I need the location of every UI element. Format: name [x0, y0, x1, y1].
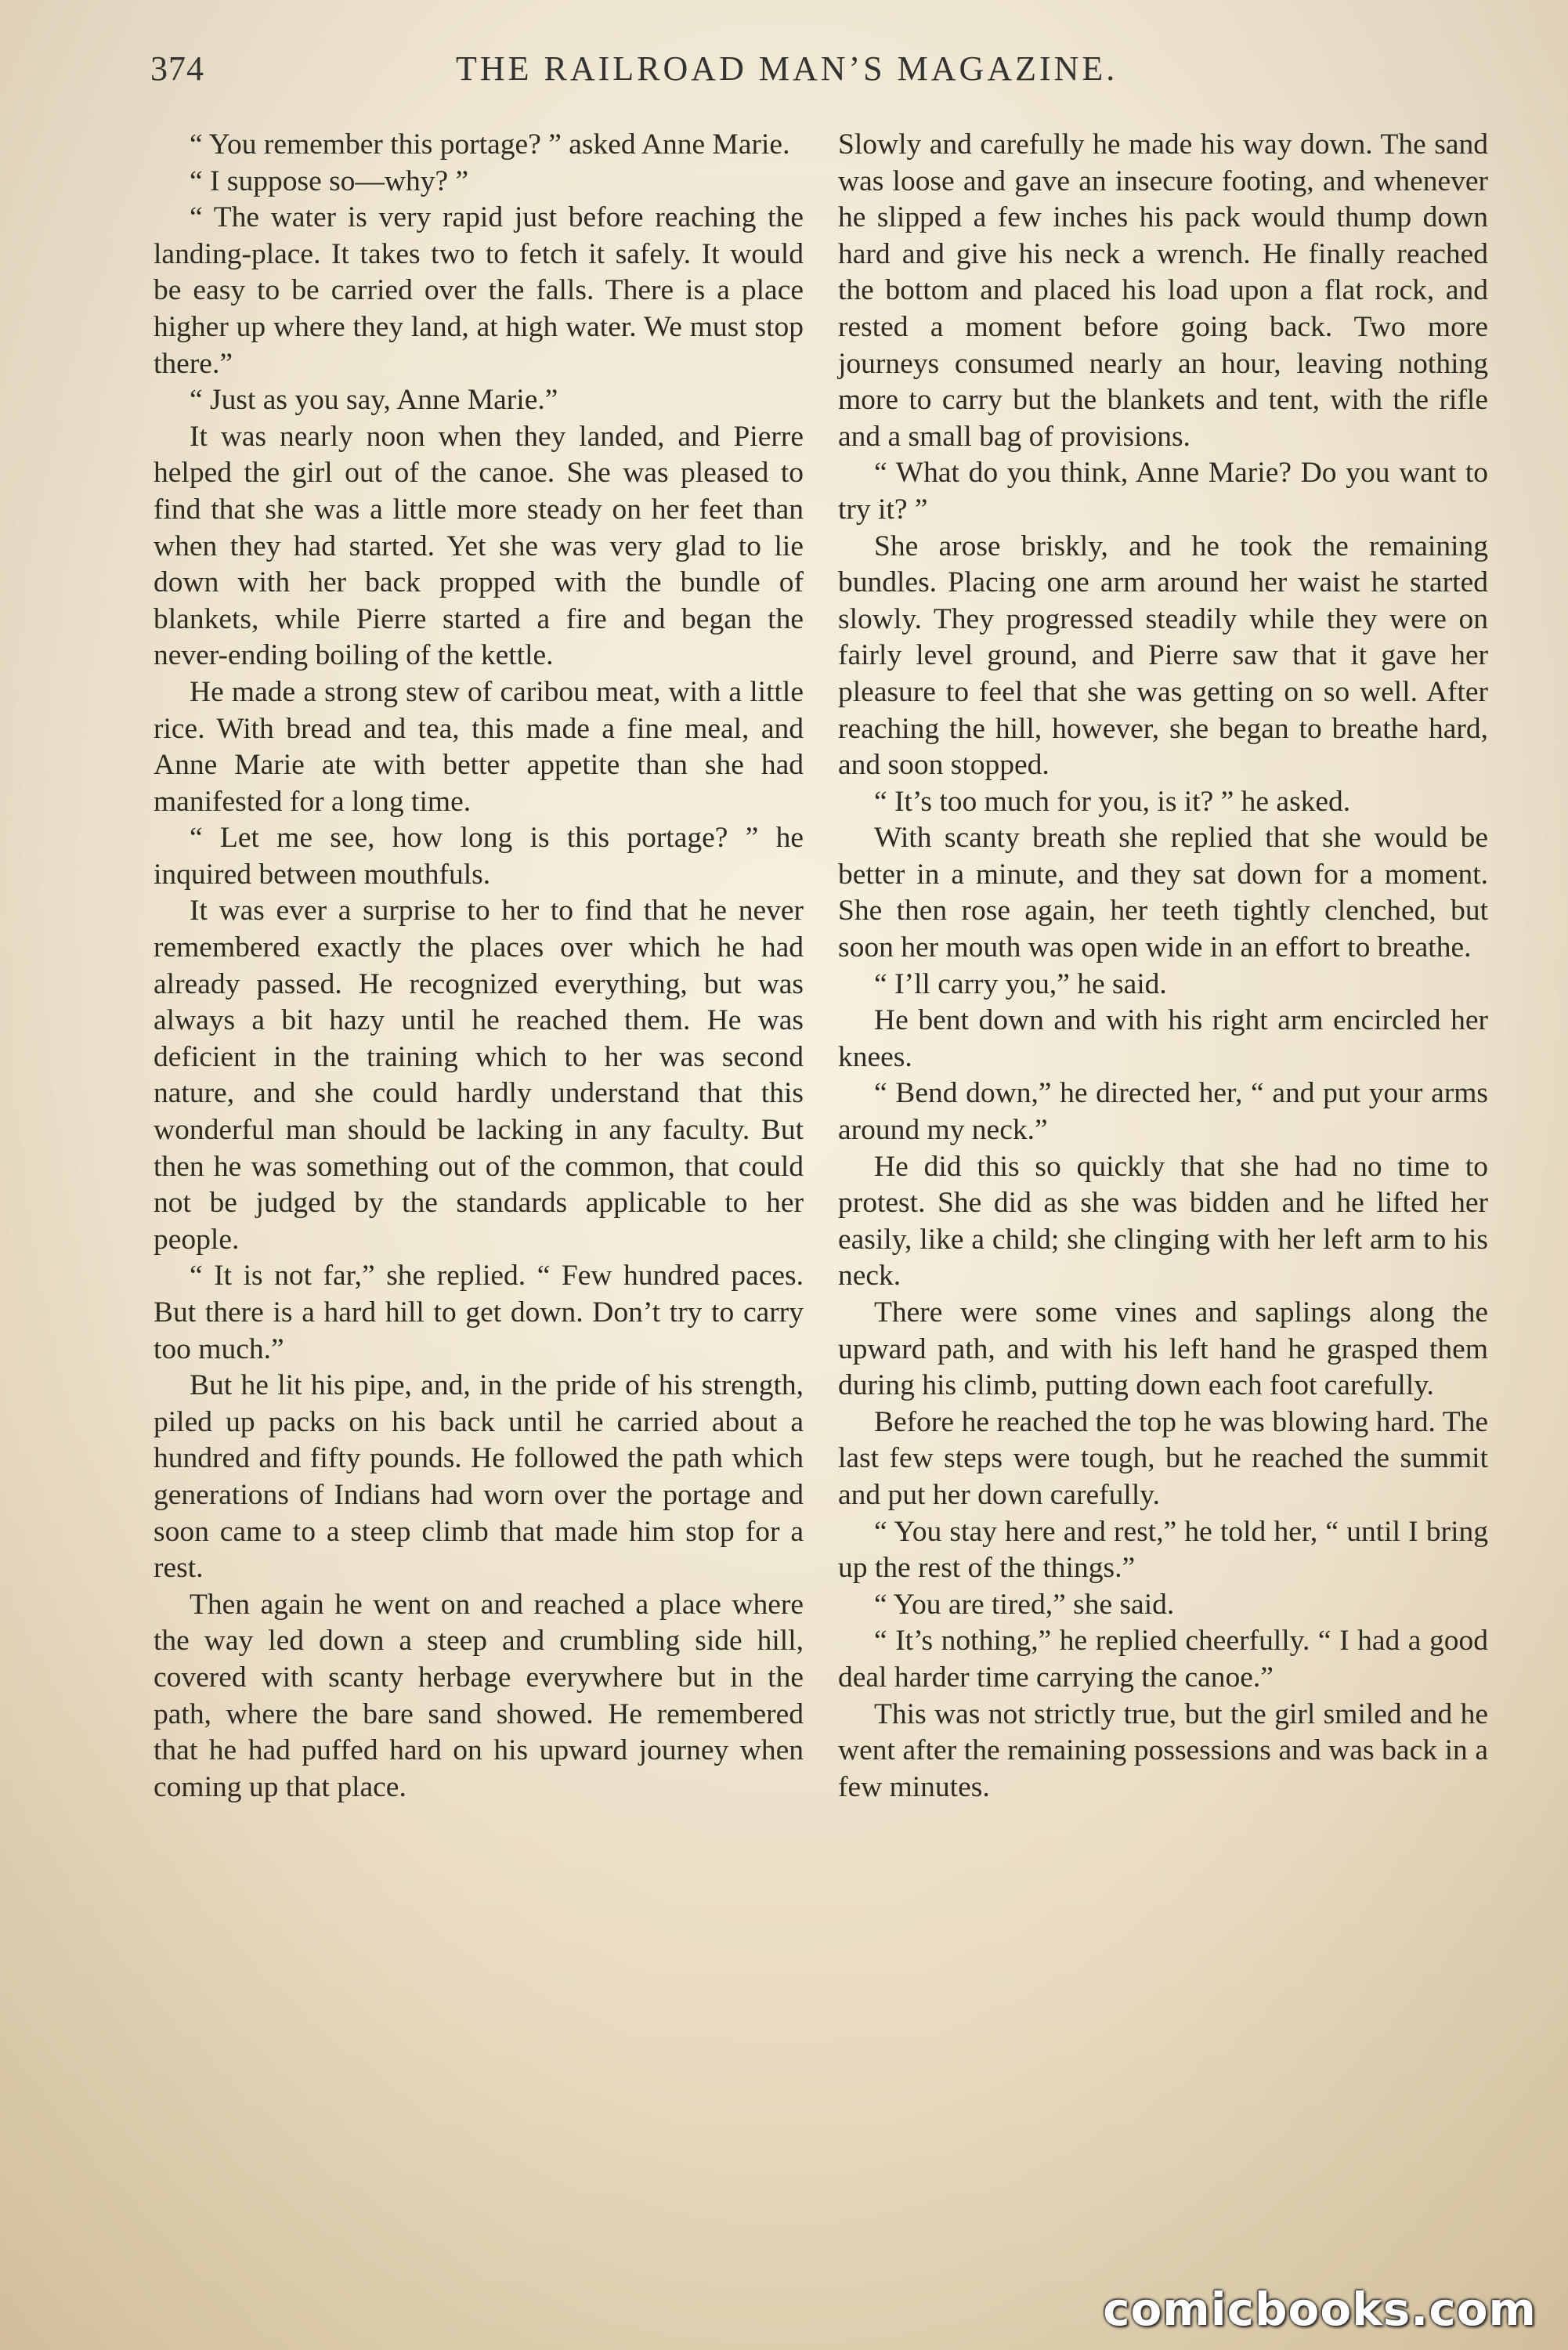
paragraph: “ Let me see, how long is this portage? ” he inquired between mouthfuls.: [154, 822, 804, 891]
paragraph: It was nearly noon when they landed, and Pierre helped the girl out of the canoe. She was pleased to find that she was a little more steady on her feet than when they had started. Yet she was very glad to lie down with her back propped with the bundle of blankets, while Pierre started a fire and began the never-ending boiling of the kettle.: [154, 420, 804, 672]
paragraph: “ You stay here and rest,” he told her, “ until I bring up the rest of the things.”: [838, 1515, 1488, 1585]
paragraph: He made a strong stew of caribou meat, with a little rice. With bread and tea, this made a fine meal, and Anne Marie ate with better appetite than she had manifested for a long time.: [154, 675, 804, 818]
paragraph: “ Bend down,” he directed her, “ and put your arms around my neck.”: [838, 1077, 1488, 1147]
paragraph-continued: Slowly and carefully he made his way down. The sand was loose and gave an insecure footing, and whenever he slipped a few inches his pack would thump down hard and give his neck a wrench. He finally reached the bottom and placed his load upon a flat rock, and rested a moment before going back. Two more journeys consumed nearly an hour, leaving nothing more to carry but the blankets and tent, with the rifle and a small bag of provisions.: [838, 128, 1488, 453]
paragraph: She arose briskly, and he took the remaining bundles. Placing one arm around her waist he started slowly. They progressed steadily while they were on fairly level ground, and Pierre saw that it gave her pleasure to feel that she was getting on so well. After reaching the hill, however, she began to breathe hard, and soon stopped.: [838, 530, 1488, 782]
paragraph: “ You remember this portage? ” asked Anne Marie.: [190, 128, 790, 161]
watermark: comicbooks.com: [1103, 2283, 1537, 2336]
paragraph: “ It is not far,” she replied. “ Few hundred paces. But there is a hard hill to get down. Don’t try to carry too much.”: [154, 1260, 804, 1365]
paragraph: “ What do you think, Anne Marie? Do you want to try it? ”: [838, 457, 1488, 526]
paragraph: This was not strictly true, but the girl smiled and he went after the remaining possessions and was back in a few minutes.: [838, 1697, 1488, 1803]
paragraph: “ It’s nothing,” he replied cheerfully. “ I had a good deal harder time carrying the canoe.”: [838, 1625, 1488, 1694]
paragraph: It was ever a surprise to her to find that he never remembered exactly the places over which he had already passed. He recognized everything, but was always a bit hazy until he reached them. He was deficient in the training which to her was second nature, and she could hardly understand that this wonderful man should be lacking in any faculty. But then he was something out of the common, that could not be judged by the standards applicable to her people.: [154, 895, 804, 1256]
left-text-column: [154, 127, 804, 1806]
paragraph: Before he reached the top he was blowing hard. The last few steps were tough, but he reached the summit and put her down carefully.: [838, 1405, 1488, 1511]
paragraph: “ I’ll carry you,” he said.: [874, 967, 1167, 1000]
running-title: THE RAILROAD MAN’S MAGAZINE.: [456, 49, 1118, 88]
paragraph: “ It’s too much for you, is it? ” he asked.: [874, 785, 1351, 818]
paragraph: “ I suppose so—why? ”: [190, 164, 469, 197]
paragraph: “ You are tired,” she said.: [874, 1588, 1175, 1621]
paragraph: He bent down and with his right arm encircled her knees.: [838, 1004, 1488, 1073]
paragraph: There were some vines and saplings along the upward path, and with his left hand he grasped them during his climb, putting down each foot carefully.: [838, 1296, 1488, 1402]
paragraph: With scanty breath she replied that she would be better in a minute, and they sat down for a moment. She then rose again, her teeth tightly clenched, but soon her mouth was open wide in an effort to breathe.: [838, 822, 1488, 964]
paragraph: He did this so quickly that she had no time to protest. She did as she was bidden and he lifted her easily, like a child; she clinging with her left arm to his neck.: [838, 1150, 1488, 1292]
paragraph: Then again he went on and reached a place where the way led down a steep and crumbling side hill, covered with scanty herbage everywhere but in the path, where the bare sand showed. He remembered that he had puffed hard on his upward journey when coming up that place.: [154, 1588, 804, 1803]
page-header: [150, 49, 1482, 96]
paragraph: “ The water is very rapid just before reaching the landing-place. It takes two to fetch it safely. It would be easy to be carried over the falls. There is a place higher up where they land, at high water. We must stop there.”: [154, 201, 804, 380]
right-text-column: [838, 127, 1488, 1806]
page-number: 374: [150, 49, 204, 88]
paragraph: “ Just as you say, Anne Marie.”: [190, 384, 558, 417]
paragraph: But he lit his pipe, and, in the pride of his strength, piled up packs on his back until he carried about a hundred and fifty pounds. He followed the path which generations of Indians had worn over the portage and soon came to a steep climb that made him stop for a rest.: [154, 1369, 804, 1585]
